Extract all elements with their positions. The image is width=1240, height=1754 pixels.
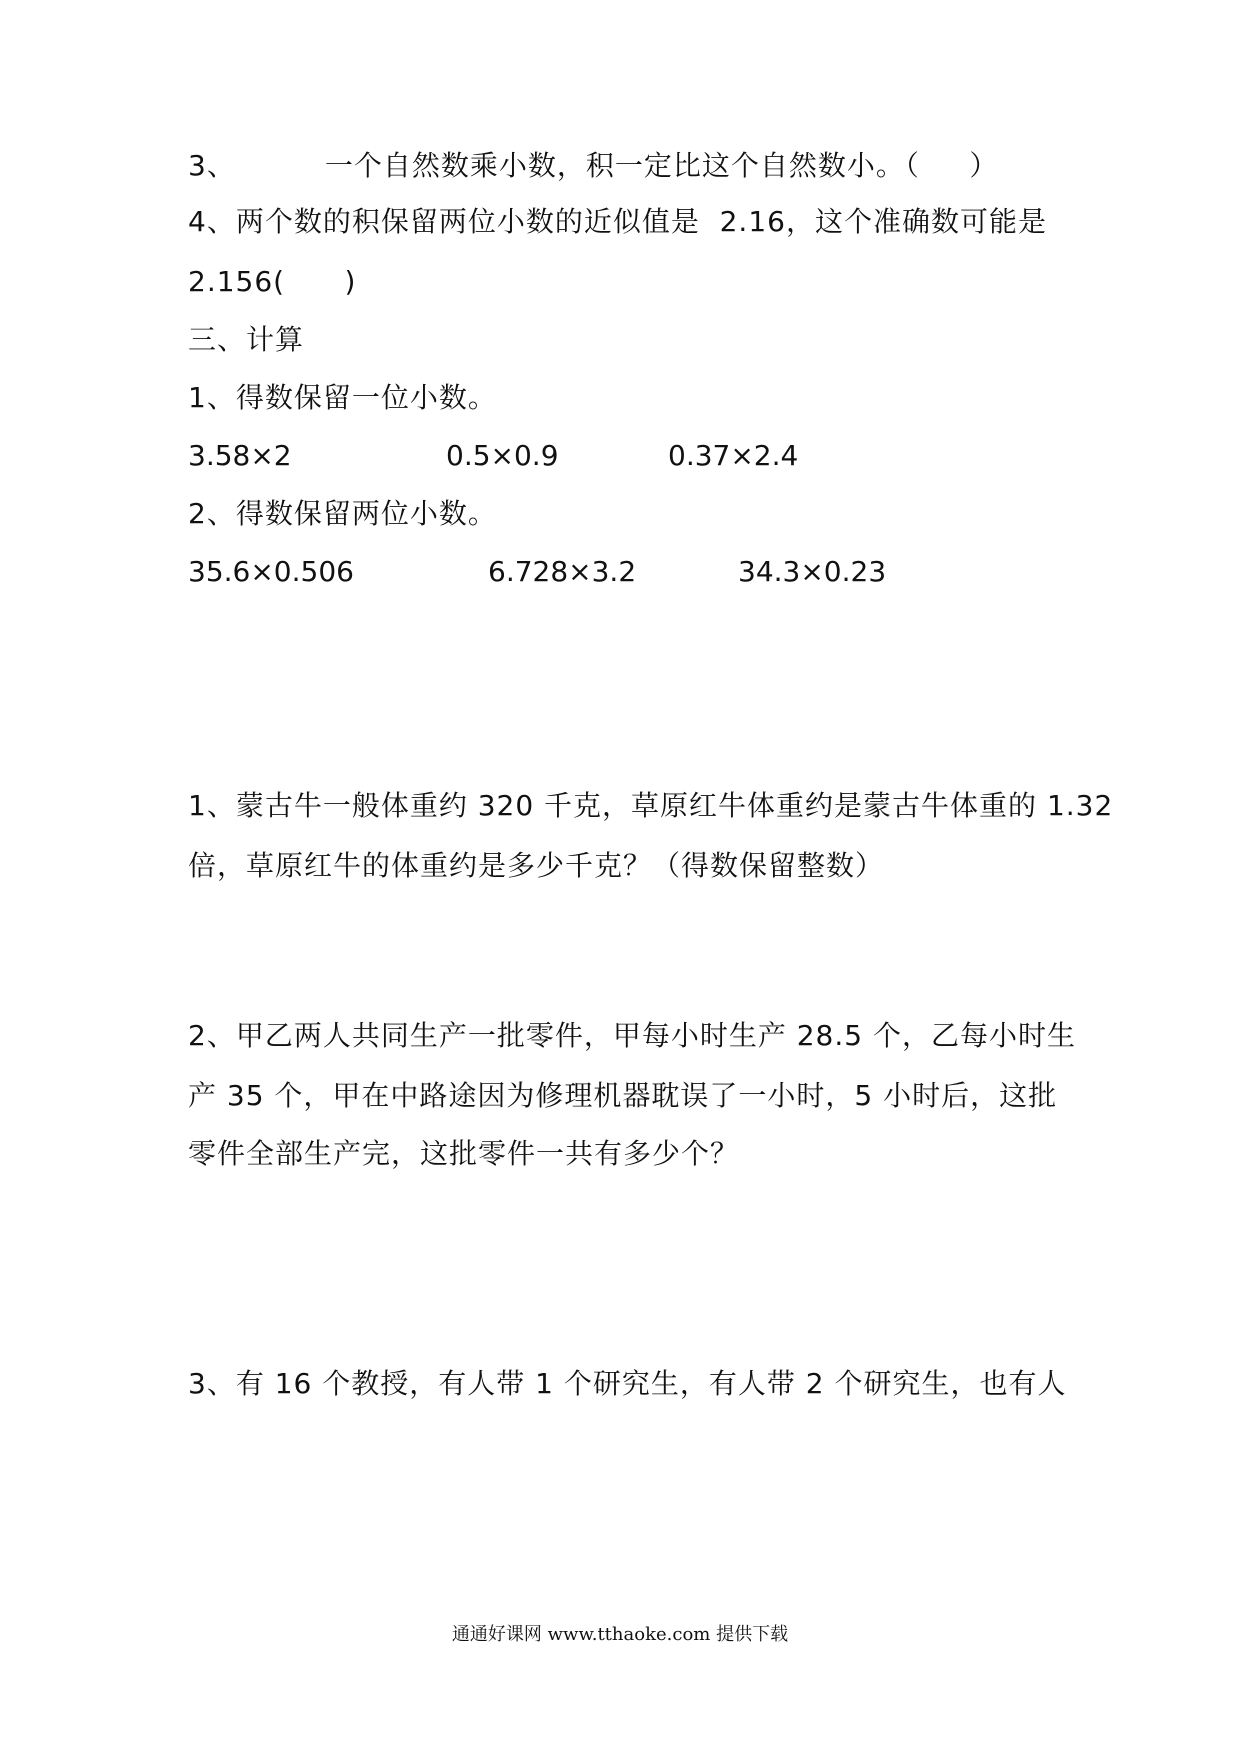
calc-item-2-label: 2、得数保留两位小数。 [188, 497, 497, 530]
word-problem-1-line-2: 倍，草原红牛的体重约是多少千克？（得数保留整数） [188, 849, 885, 882]
word-problem-2-line-3: 零件全部生产完，这批零件一共有多少个？ [188, 1137, 740, 1170]
word-problem-1-line-1: 1、蒙古牛一般体重约 320 千克，草原红牛体重约是蒙古牛体重的 1.32 [188, 789, 1114, 822]
word-problem-3-line-1: 3、有 16 个教授，有人带 1 个研究生，有人带 2 个研究生，也有人 [188, 1367, 1067, 1400]
page-footer: 通通好课网 www.tthaoke.com 提供下载 [451, 1624, 789, 1645]
calc-item-1-expressions [188, 436, 1088, 476]
calc-item-2-expressions [188, 552, 1088, 592]
word-problem-2-line-1: 2、甲乙两人共同生产一批零件，甲每小时生产 28.5 个，乙每小时生 [188, 1019, 1076, 1052]
section-heading-calculation: 三、计算 [188, 323, 305, 356]
word-problem-2-line-2: 产 35 个，甲在中路途因为修理机器耽误了一小时，5 小时后，这批 [188, 1079, 1058, 1112]
calc-expression: 3.58×2 [188, 439, 292, 472]
judge-question-4-line-2: 2.156( ) [188, 265, 357, 298]
calc-expression: 0.37×2.4 [668, 439, 799, 472]
calc-item-1-label: 1、得数保留一位小数。 [188, 381, 497, 414]
calc-expression: 0.5×0.9 [446, 439, 559, 472]
judge-question-4-line-1: 4、两个数的积保留两位小数的近似值是 2.16，这个准确数可能是 [188, 205, 1047, 238]
calc-expression: 6.728×3.2 [488, 555, 637, 588]
judge-question-3: 3、 一个自然数乘小数，积一定比这个自然数小。（ ） [188, 149, 999, 182]
calc-expression: 35.6×0.506 [188, 555, 354, 588]
calc-expression: 34.3×0.23 [738, 555, 887, 588]
